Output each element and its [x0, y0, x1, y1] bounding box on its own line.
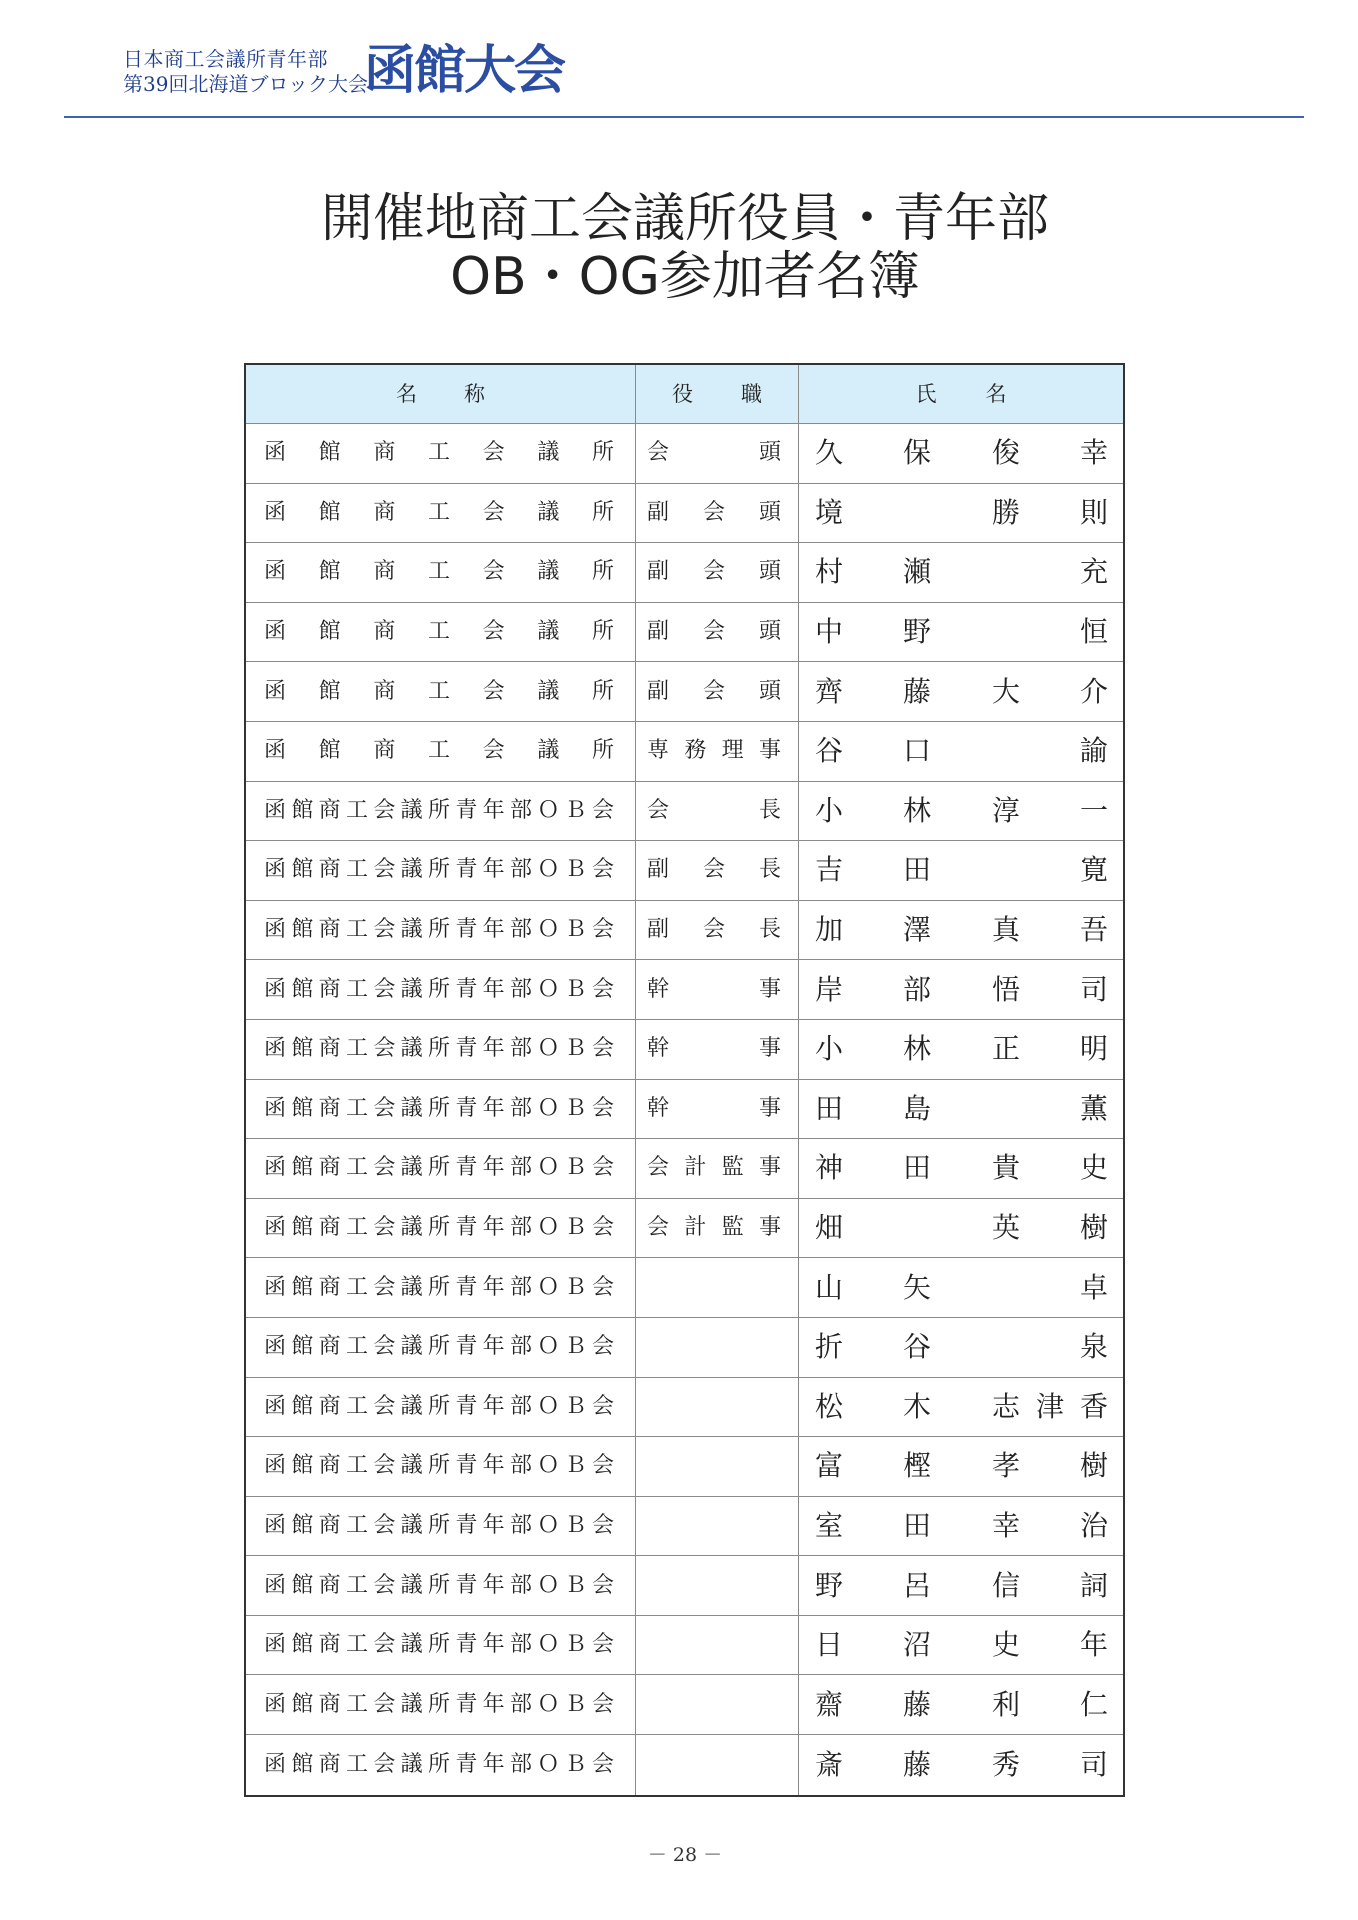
family-name: 神田: [815, 1151, 931, 1185]
table-row: [246, 484, 1123, 544]
name-cell: [799, 1258, 1123, 1317]
column-header-org-cell: [246, 365, 636, 423]
org-cell: [246, 1378, 636, 1437]
position-cell: [636, 1675, 799, 1734]
table-row: [246, 1497, 1123, 1557]
family-name: 斎藤: [815, 1747, 931, 1781]
position-cell: [636, 1378, 799, 1437]
family-name: 富樫: [815, 1449, 931, 1483]
org-name: 函館商工会議所青年部ＯＢ会: [264, 1274, 614, 1300]
position-cell: [636, 1616, 799, 1675]
name-cell: [799, 960, 1123, 1019]
name-cell: [799, 1378, 1123, 1437]
org-name: 函館商工会議所: [264, 440, 614, 466]
header-rule: [64, 116, 1304, 118]
column-header-name: 氏名: [915, 381, 1007, 406]
table-row: [246, 424, 1123, 484]
page-title-line1: 開催地商工会議所役員・青年部: [320, 189, 1049, 249]
org-name: 函館商工会議所青年部ＯＢ会: [264, 1632, 614, 1658]
table-row: [246, 1735, 1123, 1795]
table-row: [246, 1616, 1123, 1676]
name-cell: [799, 543, 1123, 602]
position-cell: [636, 722, 799, 781]
name-cell: [799, 603, 1123, 662]
position-cell: [636, 1437, 799, 1496]
org-name: 函館商工会議所青年部ＯＢ会: [264, 1036, 614, 1062]
org-name: 函館商工会議所青年部ＯＢ会: [264, 797, 614, 823]
table-row: [246, 1675, 1123, 1735]
family-name: 中野: [815, 615, 931, 649]
position-title: 副会頭: [647, 678, 781, 704]
org-name: 函館商工会議所青年部ＯＢ会: [264, 1453, 614, 1479]
table-header-row: [246, 365, 1123, 424]
position-title: 副会長: [647, 917, 781, 943]
name-cell: [799, 782, 1123, 841]
given-name: 貴史: [992, 1151, 1108, 1185]
org-cell: [246, 960, 636, 1019]
table-row: [246, 1020, 1123, 1080]
given-name: 史年: [992, 1628, 1108, 1662]
org-cell: [246, 1139, 636, 1198]
org-name: 函館商工会議所青年部ＯＢ会: [264, 1215, 614, 1241]
position-cell: [636, 1199, 799, 1258]
org-cell: [246, 603, 636, 662]
given-name: 卓: [1079, 1270, 1108, 1304]
org-cell: [246, 543, 636, 602]
family-name: 齋藤: [815, 1687, 931, 1721]
name-cell: [799, 1080, 1123, 1139]
family-name: 岸部: [815, 972, 931, 1006]
given-name: 利仁: [992, 1687, 1108, 1721]
name-cell: [799, 424, 1123, 483]
position-title: 会計監事: [647, 1215, 781, 1241]
position-cell: [636, 424, 799, 483]
given-name: 寛: [1079, 853, 1108, 887]
given-name: 諭: [1079, 734, 1108, 768]
org-cell: [246, 1735, 636, 1795]
position-cell: [636, 603, 799, 662]
column-header-position: 役職: [672, 381, 762, 406]
org-cell: [246, 1675, 636, 1734]
org-cell: [246, 1497, 636, 1556]
name-cell: [799, 1675, 1123, 1734]
name-cell: [799, 1735, 1123, 1795]
given-name: 充: [1079, 555, 1108, 589]
given-name: 淳一: [992, 793, 1108, 827]
given-name: 信詞: [992, 1568, 1108, 1602]
name-cell: [799, 1139, 1123, 1198]
name-cell: [799, 1199, 1123, 1258]
position-title: 幹事: [647, 976, 781, 1002]
name-cell: [799, 1497, 1123, 1556]
family-name: 松木: [815, 1389, 931, 1423]
org-name: 函館商工会議所青年部ＯＢ会: [264, 1393, 614, 1419]
table-row: [246, 1080, 1123, 1140]
table-row: [246, 603, 1123, 663]
given-name: 俊幸: [992, 436, 1108, 470]
org-name: 函館商工会議所青年部ＯＢ会: [264, 976, 614, 1002]
name-cell: [799, 1318, 1123, 1377]
position-title: 会長: [647, 797, 781, 823]
position-cell: [636, 1735, 799, 1795]
name-cell: [799, 1020, 1123, 1079]
position-title: 幹事: [647, 1036, 781, 1062]
family-name: 小林: [815, 1032, 931, 1066]
family-name: 谷口: [815, 734, 931, 768]
position-title: 副会頭: [647, 619, 781, 645]
column-header-org: 名称: [396, 381, 485, 406]
organization-name: 日本商工会議所青年部: [123, 47, 328, 71]
family-name: 折谷: [815, 1330, 931, 1364]
given-name: 正明: [992, 1032, 1108, 1066]
given-name: 孝樹: [992, 1449, 1108, 1483]
family-name: 境: [815, 495, 844, 529]
name-cell: [799, 841, 1123, 900]
family-name: 加澤: [815, 913, 931, 947]
block-conference-name: 第39回北海道ブロック大会: [123, 72, 369, 96]
position-cell: [636, 1258, 799, 1317]
table-row: [246, 1437, 1123, 1497]
event-title: 函館大会: [364, 40, 565, 101]
table-row: [246, 841, 1123, 901]
name-cell: [799, 484, 1123, 543]
given-name: 幸治: [992, 1508, 1108, 1542]
page-number: － 28 －: [647, 1844, 723, 1866]
position-title: 会計監事: [647, 1155, 781, 1181]
page-title: [12, 190, 1358, 306]
table-row: [246, 1139, 1123, 1199]
table-row: [246, 662, 1123, 722]
org-cell: [246, 1199, 636, 1258]
position-title: 専務理事: [647, 738, 781, 764]
table-row: [246, 1318, 1123, 1378]
position-cell: [636, 841, 799, 900]
org-name: 函館商工会議所: [264, 559, 614, 585]
name-cell: [799, 662, 1123, 721]
org-name: 函館商工会議所青年部ＯＢ会: [264, 917, 614, 943]
position-title: 副会長: [647, 857, 781, 883]
org-name: 函館商工会議所: [264, 619, 614, 645]
position-cell: [636, 782, 799, 841]
given-name: 大介: [992, 674, 1108, 708]
org-name: 函館商工会議所青年部ＯＢ会: [264, 1691, 614, 1717]
table-row: [246, 722, 1123, 782]
name-cell: [799, 722, 1123, 781]
family-name: 齊藤: [815, 674, 931, 708]
family-name: 田島: [815, 1091, 931, 1125]
org-cell: [246, 1258, 636, 1317]
org-cell: [246, 901, 636, 960]
family-name: 吉田: [815, 853, 931, 887]
position-cell: [636, 543, 799, 602]
given-name: 真吾: [992, 913, 1108, 947]
table-row: [246, 543, 1123, 603]
given-name: 恒: [1079, 615, 1108, 649]
org-cell: [246, 1020, 636, 1079]
name-cell: [799, 1556, 1123, 1615]
column-header-name-cell: [799, 365, 1123, 423]
org-cell: [246, 722, 636, 781]
position-cell: [636, 901, 799, 960]
position-cell: [636, 1080, 799, 1139]
org-name: 函館商工会議所青年部ＯＢ会: [264, 1512, 614, 1538]
family-name: 日沼: [815, 1628, 931, 1662]
position-cell: [636, 1139, 799, 1198]
given-name: 勝則: [992, 495, 1108, 529]
org-name: 函館商工会議所青年部ＯＢ会: [264, 1572, 614, 1598]
org-cell: [246, 1616, 636, 1675]
table-row: [246, 1258, 1123, 1318]
position-cell: [636, 1497, 799, 1556]
org-cell: [246, 1556, 636, 1615]
table-row: [246, 1556, 1123, 1616]
family-name: 室田: [815, 1508, 931, 1542]
position-cell: [636, 662, 799, 721]
given-name: 泉: [1079, 1330, 1108, 1364]
page-title-line2: OB・OG参加者名簿: [450, 247, 920, 307]
org-cell: [246, 782, 636, 841]
name-cell: [799, 1616, 1123, 1675]
family-name: 野呂: [815, 1568, 931, 1602]
family-name: 久保: [815, 436, 931, 470]
org-cell: [246, 484, 636, 543]
position-title: 会頭: [647, 440, 781, 466]
position-title: 副会頭: [647, 559, 781, 585]
position-cell: [636, 484, 799, 543]
table-row: [246, 1199, 1123, 1259]
org-name: 函館商工会議所青年部ＯＢ会: [264, 1334, 614, 1360]
org-name: 函館商工会議所: [264, 499, 614, 525]
given-name: 悟司: [992, 972, 1108, 1006]
table-row: [246, 960, 1123, 1020]
name-cell: [799, 901, 1123, 960]
org-name: 函館商工会議所: [264, 738, 614, 764]
org-cell: [246, 1080, 636, 1139]
position-cell: [636, 1318, 799, 1377]
roster-table: [244, 363, 1125, 1797]
family-name: 山矢: [815, 1270, 931, 1304]
position-cell: [636, 1020, 799, 1079]
org-cell: [246, 841, 636, 900]
org-name: 函館商工会議所: [264, 678, 614, 704]
name-cell: [799, 1437, 1123, 1496]
table-row: [246, 1378, 1123, 1438]
given-name: 薫: [1079, 1091, 1108, 1125]
org-cell: [246, 1437, 636, 1496]
position-title: 副会頭: [647, 499, 781, 525]
org-name: 函館商工会議所青年部ＯＢ会: [264, 1095, 614, 1121]
family-name: 畑: [815, 1211, 844, 1245]
given-name: 英樹: [992, 1211, 1108, 1245]
family-name: 小林: [815, 793, 931, 827]
table-row: [246, 901, 1123, 961]
position-title: 幹事: [647, 1095, 781, 1121]
org-name: 函館商工会議所青年部ＯＢ会: [264, 1751, 614, 1777]
family-name: 村瀬: [815, 555, 931, 589]
org-name: 函館商工会議所青年部ＯＢ会: [264, 857, 614, 883]
position-cell: [636, 960, 799, 1019]
column-header-position-cell: [636, 365, 799, 423]
org-name: 函館商工会議所青年部ＯＢ会: [264, 1155, 614, 1181]
org-cell: [246, 662, 636, 721]
position-cell: [636, 1556, 799, 1615]
table-row: [246, 782, 1123, 842]
given-name: 志津香: [992, 1389, 1108, 1423]
org-cell: [246, 424, 636, 483]
given-name: 秀司: [992, 1747, 1108, 1781]
org-cell: [246, 1318, 636, 1377]
